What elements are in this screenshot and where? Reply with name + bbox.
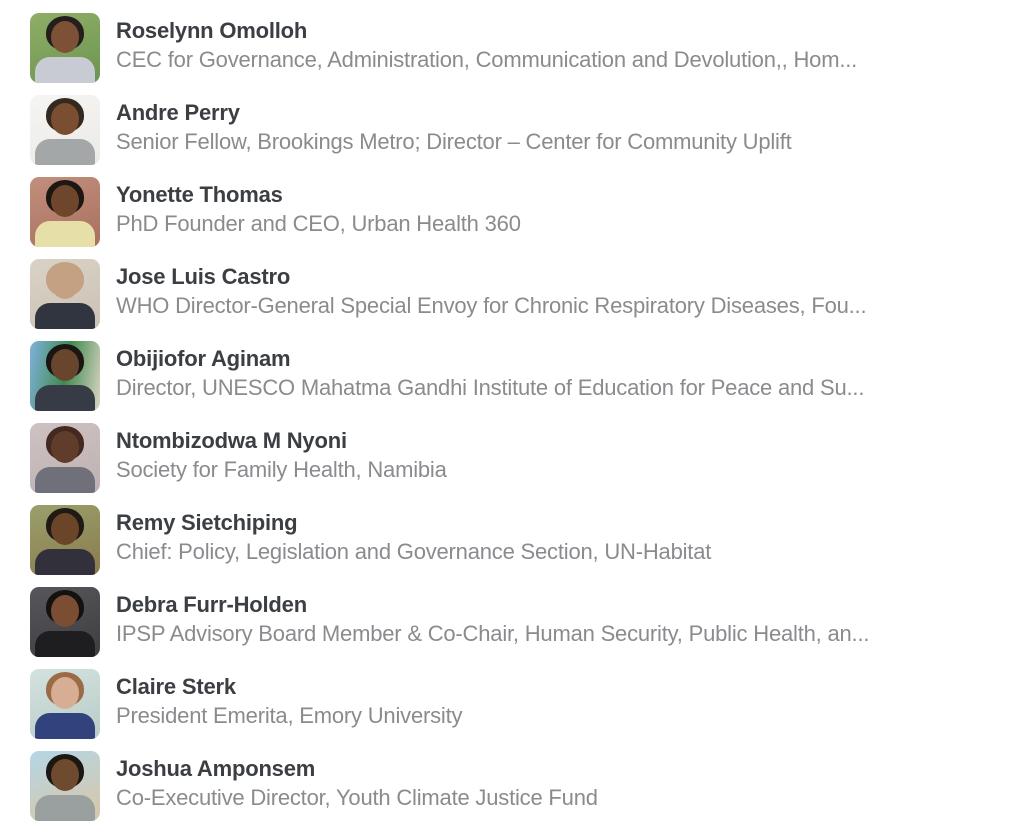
speaker-title: Society for Family Health, Namibia	[116, 457, 447, 482]
speaker-text	[116, 587, 994, 648]
speaker-avatar	[30, 177, 100, 247]
avatar-head	[51, 759, 79, 791]
speaker-list-item[interactable]	[30, 669, 994, 739]
speaker-list-item[interactable]	[30, 423, 994, 493]
speaker-avatar	[30, 259, 100, 329]
speaker-avatar	[30, 95, 100, 165]
speaker-avatar	[30, 751, 100, 821]
avatar-head	[51, 185, 79, 217]
speaker-list-item[interactable]	[30, 177, 994, 247]
avatar-head	[51, 513, 79, 545]
speaker-text	[116, 423, 994, 484]
speaker-title: Senior Fellow, Brookings Metro; Director – Center for Community Uplift	[116, 129, 792, 154]
speaker-list-item[interactable]	[30, 341, 994, 411]
speaker-name: Yonette Thomas	[116, 182, 283, 207]
avatar-head	[51, 103, 79, 135]
avatar-torso	[35, 795, 95, 821]
avatar-head	[51, 21, 79, 53]
avatar-head	[51, 267, 79, 299]
speaker-text	[116, 177, 994, 238]
avatar-torso	[35, 303, 95, 329]
speaker-name: Remy Sietchiping	[116, 510, 298, 535]
avatar-head	[51, 677, 79, 709]
speaker-list-item[interactable]	[30, 587, 994, 657]
avatar-torso	[35, 57, 95, 83]
avatar-head	[51, 349, 79, 381]
speaker-list-item[interactable]	[30, 505, 994, 575]
speaker-list-item[interactable]	[30, 95, 994, 165]
speaker-name: Obijiofor Aginam	[116, 346, 291, 371]
avatar-torso	[35, 713, 95, 739]
speaker-text	[116, 751, 994, 812]
speaker-title: WHO Director-General Special Envoy for Chronic Respiratory Diseases, Fou...	[116, 293, 867, 318]
avatar-torso	[35, 221, 95, 247]
speaker-avatar	[30, 587, 100, 657]
speaker-list-item[interactable]	[30, 259, 994, 329]
speaker-text	[116, 505, 994, 566]
speaker-list-item[interactable]	[30, 13, 994, 83]
speaker-avatar	[30, 341, 100, 411]
speaker-text	[116, 341, 994, 402]
speaker-title: CEC for Governance, Administration, Communication and Devolution,, Hom...	[116, 47, 858, 72]
speaker-title: PhD Founder and CEO, Urban Health 360	[116, 211, 521, 236]
speaker-title: IPSP Advisory Board Member & Co-Chair, Human Security, Public Health, an...	[116, 621, 870, 646]
avatar-torso	[35, 631, 95, 657]
speaker-avatar	[30, 423, 100, 493]
speaker-avatar	[30, 13, 100, 83]
speaker-text	[116, 95, 994, 156]
speaker-avatar	[30, 669, 100, 739]
speaker-name: Roselynn Omolloh	[116, 18, 308, 43]
speaker-list-item[interactable]	[30, 751, 994, 821]
speaker-name: Andre Perry	[116, 100, 240, 125]
avatar-head	[51, 595, 79, 627]
speaker-text	[116, 669, 994, 730]
avatar-torso	[35, 549, 95, 575]
avatar-torso	[35, 467, 95, 493]
avatar-torso	[35, 139, 95, 165]
speaker-name: Jose Luis Castro	[116, 264, 291, 289]
avatar-torso	[35, 385, 95, 411]
speaker-title: President Emerita, Emory University	[116, 703, 463, 728]
speaker-title: Co-Executive Director, Youth Climate Justice Fund	[116, 785, 598, 810]
speaker-name: Ntombizodwa M Nyoni	[116, 428, 347, 453]
avatar-head	[51, 431, 79, 463]
speaker-name: Claire Sterk	[116, 674, 236, 699]
speaker-title: Chief: Policy, Legislation and Governance Section, UN-Habitat	[116, 539, 712, 564]
speaker-text	[116, 13, 994, 74]
speaker-avatar	[30, 505, 100, 575]
speaker-title: Director, UNESCO Mahatma Gandhi Institute of Education for Peace and Su...	[116, 375, 865, 400]
speaker-name: Joshua Amponsem	[116, 756, 316, 781]
speaker-name: Debra Furr-Holden	[116, 592, 307, 617]
speaker-text	[116, 259, 994, 320]
